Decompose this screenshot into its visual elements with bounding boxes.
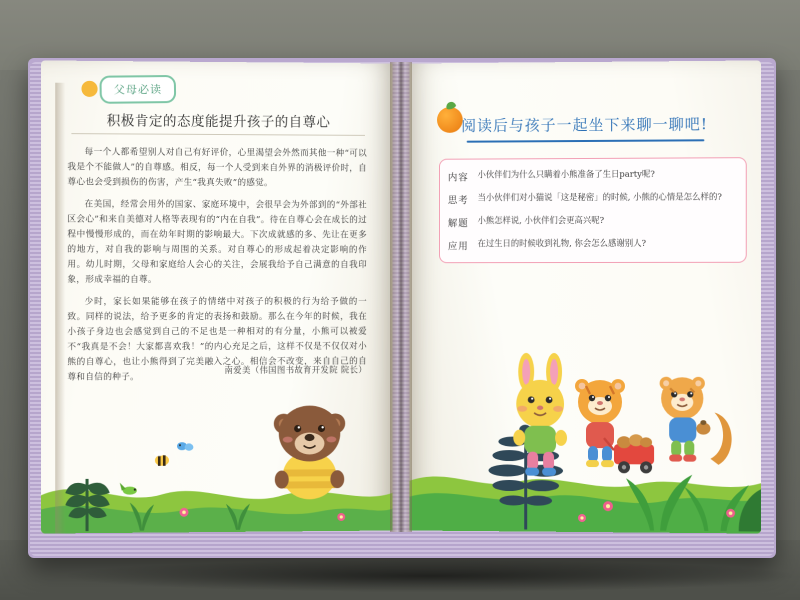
bee-illustration [154, 450, 169, 466]
bee-illustration [587, 395, 600, 409]
book-gutter [390, 62, 412, 532]
qa-row [448, 167, 738, 183]
parents-must-read-badge: 父母必读 [99, 75, 176, 104]
discussion-question-box [439, 157, 747, 263]
qa-text: 当小伙伴们对小猫说「这是秘密」的时候, 小熊的心情是怎么样的? [477, 191, 722, 203]
qa-label: 思考 [447, 195, 469, 207]
qa-row [448, 214, 738, 230]
author-signature: 南爱美（伟国图书故育开发院 院长） [224, 364, 367, 375]
left-page-body [67, 145, 367, 392]
right-title-underline [467, 139, 705, 142]
title-divider [71, 133, 365, 136]
right-page-illustration [409, 381, 761, 533]
qa-text: 小伙伴们为什么只瞒着小熊准备了生日party呢? [477, 168, 655, 180]
left-page-illustration [41, 401, 393, 533]
qa-row [448, 190, 738, 206]
qa-label: 解题 [447, 218, 469, 230]
left-page-title: 积极肯定的态度能提升孩子的自尊心 [106, 113, 331, 131]
qa-label: 应用 [447, 241, 469, 253]
qa-row [448, 237, 738, 253]
paragraph: 在美国，经常会用外的国家、家庭环境中，会很早会为外部到的“外部社区会心”和来自美德对人格等表现有的“内在自我”。待在自尊心会在成长的过程中慢慢形成的，而在幼年时期的影响最大。下次成就感的多、先让在更多的地方，对自我的影响与周围的关系。对自尊心的形成起着决定影响的作用。幼儿时期，父母和家庭给人会心的关注，会展我给予自己满意的自我印象，形成幸福的自尊。 [67, 199, 367, 285]
left-page [41, 60, 393, 533]
open-book [28, 40, 776, 560]
page-inner-shadow [55, 83, 65, 534]
right-page [409, 60, 761, 533]
qa-text: 小熊怎样说, 小伙伴们会更高兴呢? [477, 214, 605, 226]
right-page-title: 阅读后与孩子一起坐下来聊一聊吧! [461, 115, 708, 135]
qa-label: 内容 [447, 172, 469, 184]
book-drop-shadow [68, 560, 792, 592]
paragraph: 少时，家长如果能够在孩子的情绪中对孩子的积极的行为给予做的一致。同样的说法，给予更多的肯定的表扬和鼓励。那么在今年的时候，我在小孩子身边也会感觉到自己的不足也是一种相对的有分量，小熊可以被爱不“我真是不会！大家都喜欢我！”的内心充足之后，这样不仅是不仅仅对小熊的自尊心，也让小熊得到了完美融入之心。相信会不改变，来自自己的自尊和自信的种子。 [67, 297, 367, 383]
qa-text: 在过生日的时候收到礼物, 你会怎么感谢别人? [477, 237, 647, 249]
paragraph: 每一个人都希望别人对自己有好评价，心里渴望会外然而其他一种“可以我是个不能做人”的自尊感。相反，每一个人受到来自外界的消极评价时，自尊心也会受到损伤的伤害，产生“我真失败”的感觉。 [67, 147, 367, 189]
right-page-title-wrap [429, 113, 741, 136]
